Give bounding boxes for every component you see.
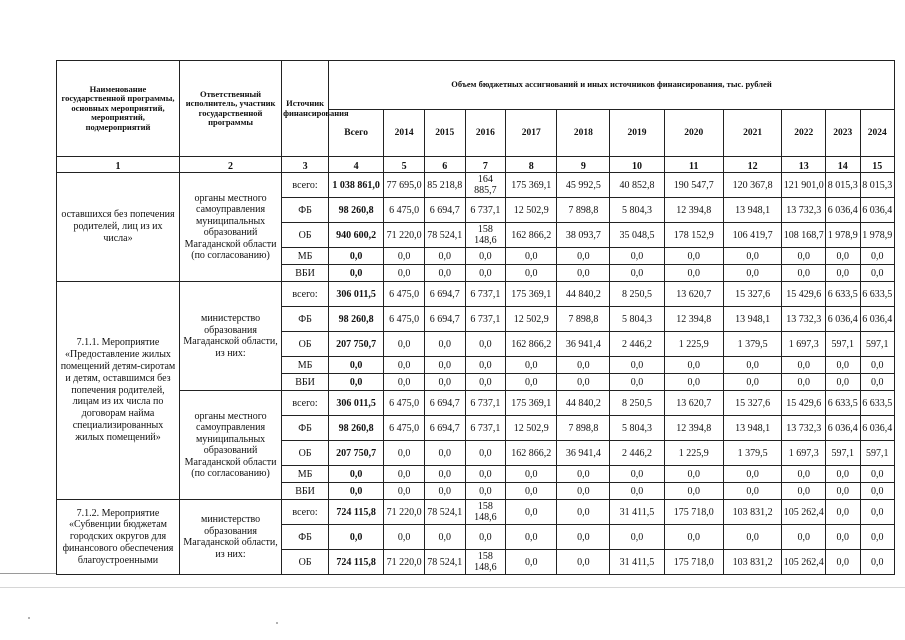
year-value-cell: 0,0 [506, 483, 557, 500]
column-number: 6 [424, 157, 465, 173]
year-value-cell: 0,0 [384, 441, 425, 466]
year-value-cell: 0,0 [664, 466, 723, 483]
year-value-cell: 1 225,9 [664, 441, 723, 466]
funding-source-cell: ВБИ [282, 374, 329, 391]
year-value-cell: 6 036,4 [826, 307, 860, 332]
year-value-cell: 0,0 [723, 357, 781, 374]
total-cell: 0,0 [329, 265, 384, 282]
year-value-cell: 178 152,9 [664, 223, 723, 248]
year-value-cell: 2 446,2 [610, 332, 664, 357]
year-value-cell: 40 852,8 [610, 173, 664, 198]
year-value-cell: 7 898,8 [557, 416, 610, 441]
funding-source-cell: ВБИ [282, 483, 329, 500]
year-value-cell: 175 718,0 [664, 550, 723, 575]
year-value-cell: 0,0 [465, 525, 506, 550]
year-value-cell: 12 394,8 [664, 198, 723, 223]
year-value-cell: 7 898,8 [557, 198, 610, 223]
column-number: 4 [329, 157, 384, 173]
year-value-cell: 6 475,0 [384, 416, 425, 441]
year-value-cell: 105 262,4 [782, 550, 826, 575]
year-value-cell: 0,0 [465, 265, 506, 282]
year-value-cell: 6 737,1 [465, 198, 506, 223]
total-cell: 0,0 [329, 525, 384, 550]
year-value-cell: 31 411,5 [610, 500, 664, 525]
year-value-cell: 175 369,1 [506, 282, 557, 307]
year-value-cell: 158 148,6 [465, 223, 506, 248]
year-value-cell: 158 148,6 [465, 550, 506, 575]
year-value-cell: 0,0 [826, 374, 860, 391]
year-value-cell: 0,0 [424, 525, 465, 550]
year-value-cell: 0,0 [860, 374, 895, 391]
year-value-cell: 0,0 [826, 483, 860, 500]
year-value-cell: 0,0 [557, 248, 610, 265]
year-value-cell: 15 429,6 [782, 391, 826, 416]
total-cell: 98 260,8 [329, 307, 384, 332]
year-value-cell: 0,0 [664, 357, 723, 374]
year-value-cell: 162 866,2 [506, 223, 557, 248]
year-value-cell: 6 737,1 [465, 391, 506, 416]
year-value-cell: 85 218,8 [424, 173, 465, 198]
responsible-cell: органы местного самоуправления муниципальных образований Магаданской области (по согласованию) [179, 173, 281, 282]
year-value-cell: 13 948,1 [723, 307, 781, 332]
year-value-cell: 0,0 [424, 357, 465, 374]
year-value-cell: 6 633,5 [826, 282, 860, 307]
year-value-cell: 45 992,5 [557, 173, 610, 198]
year-value-cell: 175 369,1 [506, 391, 557, 416]
column-number: 13 [782, 157, 826, 173]
year-value-cell: 162 866,2 [506, 332, 557, 357]
column-number: 3 [282, 157, 329, 173]
year-value-cell: 13 732,3 [782, 307, 826, 332]
year-value-cell: 0,0 [782, 265, 826, 282]
year-value-cell: 0,0 [424, 374, 465, 391]
year-value-cell: 77 695,0 [384, 173, 425, 198]
column-number: 9 [557, 157, 610, 173]
year-value-cell: 0,0 [826, 466, 860, 483]
year-value-cell: 175 718,0 [664, 500, 723, 525]
year-value-cell: 0,0 [557, 265, 610, 282]
year-value-cell: 0,0 [465, 483, 506, 500]
year-value-cell: 0,0 [424, 248, 465, 265]
table-row [57, 500, 895, 525]
year-value-cell: 13 620,7 [664, 282, 723, 307]
header-year: 2021 [723, 110, 781, 157]
header-year: 2020 [664, 110, 723, 157]
year-value-cell: 0,0 [384, 466, 425, 483]
year-value-cell: 0,0 [506, 357, 557, 374]
year-value-cell: 1 225,9 [664, 332, 723, 357]
year-value-cell: 13 948,1 [723, 416, 781, 441]
year-value-cell: 106 419,7 [723, 223, 781, 248]
funding-source-cell: МБ [282, 357, 329, 374]
year-value-cell: 0,0 [723, 374, 781, 391]
year-value-cell: 6 737,1 [465, 282, 506, 307]
program-name-cell: 7.1.2. Мероприятие «Субвенции бюджетам городских округов для финансового обеспечения благоустроенными [57, 500, 180, 575]
year-value-cell: 0,0 [424, 265, 465, 282]
funding-source-cell: ФБ [282, 416, 329, 441]
year-value-cell: 6 036,4 [826, 416, 860, 441]
header-program-name: Наименование государственной программы, основных мероприятий, мероприятий, подмероприятий [57, 61, 180, 157]
year-value-cell: 6 694,7 [424, 391, 465, 416]
year-value-cell: 6 633,5 [860, 282, 895, 307]
year-value-cell: 12 394,8 [664, 416, 723, 441]
year-value-cell: 1 379,5 [723, 441, 781, 466]
funding-source-cell: ФБ [282, 307, 329, 332]
year-value-cell: 0,0 [723, 483, 781, 500]
year-value-cell: 0,0 [664, 248, 723, 265]
year-value-cell: 0,0 [664, 525, 723, 550]
total-cell: 0,0 [329, 466, 384, 483]
year-value-cell: 0,0 [782, 357, 826, 374]
header-funding-source: Источник финансирования [282, 61, 329, 157]
column-number: 2 [179, 157, 281, 173]
year-value-cell: 0,0 [557, 525, 610, 550]
year-value-cell: 0,0 [826, 525, 860, 550]
header-year: 2014 [384, 110, 425, 157]
total-cell: 98 260,8 [329, 198, 384, 223]
year-value-cell: 0,0 [506, 265, 557, 282]
total-cell: 98 260,8 [329, 416, 384, 441]
responsible-cell: министерство образования Магаданской области, из них: [179, 500, 281, 575]
year-value-cell: 6 694,7 [424, 282, 465, 307]
year-value-cell: 108 168,7 [782, 223, 826, 248]
year-value-cell: 162 866,2 [506, 441, 557, 466]
scan-artifact-line [0, 573, 56, 574]
year-value-cell: 158 148,6 [465, 500, 506, 525]
year-value-cell: 6 633,5 [860, 391, 895, 416]
year-value-cell: 0,0 [384, 248, 425, 265]
scan-artifact-line-2 [0, 587, 905, 588]
year-value-cell: 1 697,3 [782, 441, 826, 466]
year-value-cell: 0,0 [664, 265, 723, 282]
total-cell: 207 750,7 [329, 441, 384, 466]
year-value-cell: 0,0 [424, 441, 465, 466]
table-row [57, 173, 895, 198]
total-cell: 1 038 861,0 [329, 173, 384, 198]
year-value-cell: 12 394,8 [664, 307, 723, 332]
year-value-cell: 0,0 [826, 265, 860, 282]
year-value-cell: 15 327,6 [723, 282, 781, 307]
year-value-cell: 6 737,1 [465, 416, 506, 441]
responsible-cell: министерство образования Магаданской области, из них: [179, 282, 281, 391]
year-value-cell: 8 250,5 [610, 391, 664, 416]
total-cell: 0,0 [329, 374, 384, 391]
year-value-cell: 15 327,6 [723, 391, 781, 416]
year-value-cell: 5 804,3 [610, 307, 664, 332]
year-value-cell: 71 220,0 [384, 500, 425, 525]
year-value-cell: 0,0 [384, 265, 425, 282]
year-value-cell: 44 840,2 [557, 391, 610, 416]
year-value-cell: 71 220,0 [384, 223, 425, 248]
year-value-cell: 0,0 [465, 374, 506, 391]
year-value-cell: 0,0 [860, 265, 895, 282]
year-value-cell: 7 898,8 [557, 307, 610, 332]
year-value-cell: 0,0 [826, 357, 860, 374]
year-value-cell: 0,0 [610, 374, 664, 391]
header-responsible: Ответственный исполнитель, участник государственной программы [179, 61, 281, 157]
year-value-cell: 38 093,7 [557, 223, 610, 248]
year-value-cell: 1 978,9 [826, 223, 860, 248]
year-value-cell: 35 048,5 [610, 223, 664, 248]
funding-source-cell: ВБИ [282, 265, 329, 282]
year-value-cell: 6 694,7 [424, 307, 465, 332]
year-value-cell: 0,0 [782, 374, 826, 391]
year-value-cell: 121 901,0 [782, 173, 826, 198]
year-value-cell: 1 697,3 [782, 332, 826, 357]
year-value-cell: 5 804,3 [610, 198, 664, 223]
year-value-cell: 597,1 [860, 332, 895, 357]
year-value-cell: 5 804,3 [610, 416, 664, 441]
year-value-cell: 175 369,1 [506, 173, 557, 198]
year-value-cell: 0,0 [860, 500, 895, 525]
year-value-cell: 2 446,2 [610, 441, 664, 466]
year-value-cell: 36 941,4 [557, 332, 610, 357]
funding-source-cell: ОБ [282, 550, 329, 575]
total-cell: 0,0 [329, 483, 384, 500]
year-value-cell: 0,0 [723, 466, 781, 483]
year-value-cell: 0,0 [506, 248, 557, 265]
year-value-cell: 8 250,5 [610, 282, 664, 307]
year-value-cell: 0,0 [557, 374, 610, 391]
year-value-cell: 6 475,0 [384, 282, 425, 307]
year-value-cell: 0,0 [424, 332, 465, 357]
column-number: 15 [860, 157, 895, 173]
year-value-cell: 0,0 [826, 248, 860, 265]
year-value-cell: 6 036,4 [860, 198, 895, 223]
year-value-cell: 1 379,5 [723, 332, 781, 357]
year-value-cell: 0,0 [506, 525, 557, 550]
year-value-cell: 0,0 [557, 466, 610, 483]
total-cell: 0,0 [329, 357, 384, 374]
year-value-cell: 8 015,3 [860, 173, 895, 198]
year-value-cell: 0,0 [610, 248, 664, 265]
year-value-cell: 1 978,9 [860, 223, 895, 248]
year-value-cell: 0,0 [384, 374, 425, 391]
year-value-cell: 597,1 [826, 441, 860, 466]
year-value-cell: 0,0 [384, 332, 425, 357]
year-value-cell: 6 475,0 [384, 307, 425, 332]
year-value-cell: 0,0 [610, 357, 664, 374]
year-value-cell: 0,0 [557, 357, 610, 374]
total-cell: 0,0 [329, 248, 384, 265]
year-value-cell: 0,0 [465, 357, 506, 374]
year-value-cell: 0,0 [384, 357, 425, 374]
funding-source-cell: ФБ [282, 198, 329, 223]
year-value-cell: 0,0 [782, 248, 826, 265]
program-name-cell: 7.1.1. Мероприятие «Предоставление жилых помещений детям-сиротам и детям, оставшимся без попечения родителей, лицам из их числа по договорам найма специализированных жилых помещений» [57, 282, 180, 500]
funding-source-cell: МБ [282, 466, 329, 483]
year-value-cell: 103 831,2 [723, 550, 781, 575]
year-value-cell: 78 524,1 [424, 223, 465, 248]
responsible-cell: органы местного самоуправления муниципальных образований Магаданской области (по согласованию) [179, 391, 281, 500]
year-value-cell: 0,0 [782, 466, 826, 483]
year-value-cell: 0,0 [557, 550, 610, 575]
year-value-cell: 0,0 [557, 483, 610, 500]
total-cell: 306 011,5 [329, 282, 384, 307]
funding-source-cell: всего: [282, 391, 329, 416]
year-value-cell: 0,0 [465, 441, 506, 466]
year-value-cell: 103 831,2 [723, 500, 781, 525]
header-year: 2019 [610, 110, 664, 157]
year-value-cell: 6 694,7 [424, 198, 465, 223]
total-cell: 940 600,2 [329, 223, 384, 248]
year-value-cell: 0,0 [860, 483, 895, 500]
funding-source-cell: всего: [282, 500, 329, 525]
column-number: 12 [723, 157, 781, 173]
column-number: 5 [384, 157, 425, 173]
header-year: 2024 [860, 110, 895, 157]
funding-source-cell: ОБ [282, 441, 329, 466]
total-cell: 724 115,8 [329, 550, 384, 575]
year-value-cell: 0,0 [610, 483, 664, 500]
header-year: 2022 [782, 110, 826, 157]
year-value-cell: 0,0 [782, 525, 826, 550]
year-value-cell: 0,0 [610, 265, 664, 282]
funding-source-cell: МБ [282, 248, 329, 265]
year-value-cell: 164 885,7 [465, 173, 506, 198]
column-number: 7 [465, 157, 506, 173]
funding-source-cell: ФБ [282, 525, 329, 550]
year-value-cell: 31 411,5 [610, 550, 664, 575]
scan-speck [28, 617, 30, 619]
year-value-cell: 0,0 [465, 332, 506, 357]
column-number: 11 [664, 157, 723, 173]
header-year: 2016 [465, 110, 506, 157]
year-value-cell: 78 524,1 [424, 550, 465, 575]
table-row [57, 282, 895, 307]
header-year: 2017 [506, 110, 557, 157]
year-value-cell: 597,1 [860, 441, 895, 466]
year-value-cell: 6 036,4 [860, 307, 895, 332]
year-value-cell: 0,0 [610, 525, 664, 550]
year-value-cell: 6 633,5 [826, 391, 860, 416]
header-year: 2023 [826, 110, 860, 157]
funding-source-cell: ОБ [282, 223, 329, 248]
header-budget-volume: Объем бюджетных ассигнований и иных источников финансирования, тыс. рублей [329, 61, 895, 110]
year-value-cell: 78 524,1 [424, 500, 465, 525]
scan-speck [276, 622, 278, 624]
year-value-cell: 0,0 [610, 466, 664, 483]
year-value-cell: 13 620,7 [664, 391, 723, 416]
budget-table [56, 60, 895, 575]
year-value-cell: 0,0 [860, 248, 895, 265]
year-value-cell: 0,0 [384, 483, 425, 500]
year-value-cell: 0,0 [826, 550, 860, 575]
year-value-cell: 0,0 [782, 483, 826, 500]
year-value-cell: 0,0 [664, 483, 723, 500]
year-value-cell: 190 547,7 [664, 173, 723, 198]
year-value-cell: 13 732,3 [782, 416, 826, 441]
year-value-cell: 6 475,0 [384, 391, 425, 416]
year-value-cell: 0,0 [860, 525, 895, 550]
column-number: 10 [610, 157, 664, 173]
column-number: 8 [506, 157, 557, 173]
year-value-cell: 6 694,7 [424, 416, 465, 441]
year-value-cell: 71 220,0 [384, 550, 425, 575]
column-number: 14 [826, 157, 860, 173]
year-value-cell: 0,0 [424, 483, 465, 500]
year-value-cell: 0,0 [424, 466, 465, 483]
year-value-cell: 6 475,0 [384, 198, 425, 223]
year-value-cell: 597,1 [826, 332, 860, 357]
program-name-cell: оставшихся без попечения родителей, лиц из их числа» [57, 173, 180, 282]
year-value-cell: 0,0 [506, 550, 557, 575]
year-value-cell: 36 941,4 [557, 441, 610, 466]
header-year: 2015 [424, 110, 465, 157]
year-value-cell: 0,0 [723, 265, 781, 282]
total-cell: 207 750,7 [329, 332, 384, 357]
year-value-cell: 0,0 [506, 466, 557, 483]
funding-source-cell: всего: [282, 173, 329, 198]
header-total: Всего [329, 110, 384, 157]
year-value-cell: 105 262,4 [782, 500, 826, 525]
year-value-cell: 0,0 [384, 525, 425, 550]
year-value-cell: 13 732,3 [782, 198, 826, 223]
year-value-cell: 0,0 [723, 248, 781, 265]
year-value-cell: 0,0 [723, 525, 781, 550]
year-value-cell: 6 737,1 [465, 307, 506, 332]
funding-source-cell: ОБ [282, 332, 329, 357]
year-value-cell: 8 015,3 [826, 173, 860, 198]
table-row [57, 391, 895, 416]
year-value-cell: 0,0 [506, 374, 557, 391]
year-value-cell: 0,0 [506, 500, 557, 525]
total-cell: 724 115,8 [329, 500, 384, 525]
year-value-cell: 12 502,9 [506, 307, 557, 332]
year-value-cell: 6 036,4 [860, 416, 895, 441]
year-value-cell: 120 367,8 [723, 173, 781, 198]
header-year: 2018 [557, 110, 610, 157]
column-number: 1 [57, 157, 180, 173]
year-value-cell: 0,0 [465, 248, 506, 265]
year-value-cell: 12 502,9 [506, 198, 557, 223]
total-cell: 306 011,5 [329, 391, 384, 416]
year-value-cell: 0,0 [557, 500, 610, 525]
funding-source-cell: всего: [282, 282, 329, 307]
year-value-cell: 13 948,1 [723, 198, 781, 223]
year-value-cell: 15 429,6 [782, 282, 826, 307]
year-value-cell: 0,0 [860, 466, 895, 483]
year-value-cell: 44 840,2 [557, 282, 610, 307]
year-value-cell: 0,0 [860, 550, 895, 575]
year-value-cell: 0,0 [860, 357, 895, 374]
year-value-cell: 0,0 [465, 466, 506, 483]
year-value-cell: 0,0 [826, 500, 860, 525]
year-value-cell: 12 502,9 [506, 416, 557, 441]
year-value-cell: 6 036,4 [826, 198, 860, 223]
year-value-cell: 0,0 [664, 374, 723, 391]
